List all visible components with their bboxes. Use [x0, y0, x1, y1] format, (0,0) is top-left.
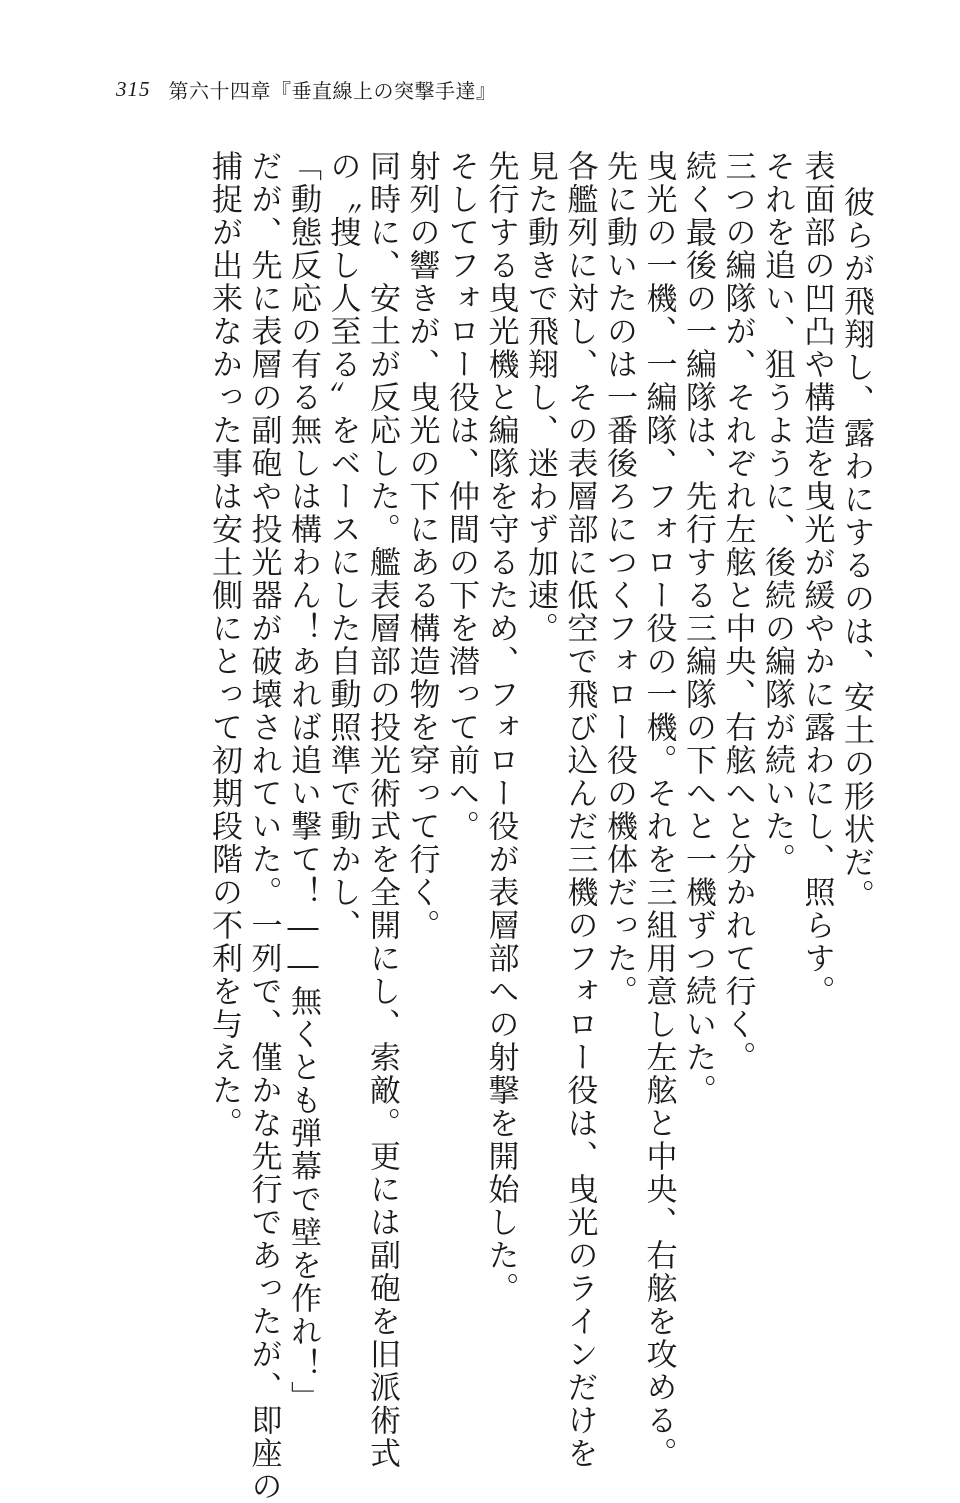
text-column: それを追い、狙うように、後続の編隊が続いた。 — [759, 150, 795, 876]
text-column: 見た動きで飛翔し、迷わず加速。 — [522, 150, 558, 645]
text-column: 彼らが飛翔し、露わにするのは、安土の形状だ。 — [838, 186, 874, 912]
text-column: 先に動いたのは一番後ろにつくフォロー役の機体だった。 — [601, 150, 637, 1008]
text-column: の〝捜し人至る〟をベースにした自動照準で動かし、 — [324, 150, 361, 942]
text-column: だが、先に表層の副砲や投光器が破壊されていた。一列で、僅かな先行であったが、即座の — [245, 150, 282, 1503]
text-column: 同時に、安土が反応した。艦表層部の投光術式を全開にし、索敵。更には副砲を旧派術式 — [364, 150, 400, 1470]
text-column: 表面部の凹凸や構造を曳光が緩やかに露わにし、照らす。 — [798, 150, 835, 1008]
chapter-title: 第六十四章『垂直線上の突撃手達』 — [168, 78, 497, 103]
text-column: 射列の響きが、曳光の下にある構造物を穿って行く。 — [403, 150, 440, 942]
page-header — [116, 72, 497, 106]
text-column: 続く最後の一編隊は、先行する三編隊の下へと一機ずつ続いた。 — [680, 150, 716, 1107]
text-column: 曳光の一機、一編隊、フォロー役の一機。それを三組用意し左舷と中央、右舷を攻める。 — [640, 150, 677, 1470]
text-column: 捕捉が出来なかった事は安土側にとって初期段階の不利を与えた。 — [206, 150, 242, 1140]
page-number: 315 — [116, 76, 151, 101]
text-column: 各艦列に対し、その表層部に低空で飛び込んだ三機のフォロー役は、曳光のラインだけを — [561, 150, 598, 1470]
text-column: 「動態反応の有る無しは構わん！あれば追い撃て！――無くとも弾幕で壁を作れ！」 — [285, 150, 321, 1414]
text-column: 三つの編隊が、それぞれ左舷と中央、右舷へと分かれて行く。 — [719, 150, 756, 1074]
vertical-text-body — [100, 150, 874, 1503]
text-column: そしてフォロー役は、仲間の下を潜って前へ。 — [443, 150, 479, 843]
text-column: 先行する曳光機と編隊を守るため、フォロー役が表層部への射撃を開始した。 — [482, 150, 519, 1305]
